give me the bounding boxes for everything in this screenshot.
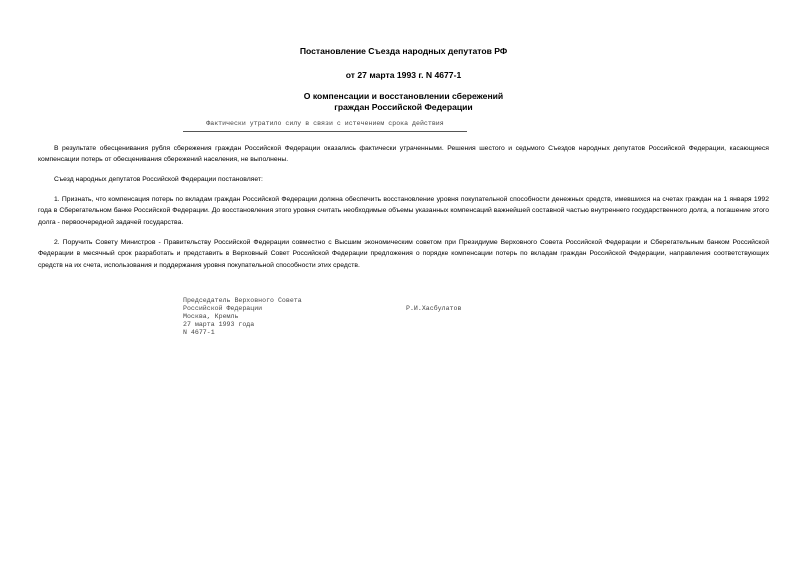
- document-date-number: от 27 марта 1993 г. N 4677-1: [345, 70, 462, 80]
- document-subject-line-1: О компенсации и восстановлении сбережений: [303, 91, 504, 101]
- paragraph-item-1: 1. Признать, что компенсация потерь по вкладам граждан Российской Федерации должна обеспечить восстановление уровня покупательной способности денежных средств, имевшихся на счетах граждан на 1 января 1992 года в Сберегательном банке Российской Федерации. До восстановления этого уровня считать необходимые объемы указанных компенсаций важнейшей составной частью внутреннего государственного долга, а погашение этого долга - первоочередной задачей государства.: [38, 196, 769, 226]
- document-subject-line-2: граждан Российской Федерации: [334, 102, 473, 112]
- paragraph-resolves: Съезд народных депутатов Российской Федерации постановляет:: [54, 176, 263, 183]
- document-title: Постановление Съезда народных депутатов РФ: [299, 46, 508, 56]
- signature-place: Москва, Кремль: [183, 313, 239, 320]
- signature-position-line-1: Председатель Верховного Совета: [183, 297, 302, 304]
- paragraph-preamble: В результате обесценивания рубля сбережения граждан Российской Федерации оказались фактически утраченными. Решения шестого и седьмого Съездов народных депутатов Российской Федерации, касающиеся компенсации потерь от обесценивания сбережений населения, не выполнены.: [38, 145, 769, 164]
- status-note: Фактически утратило силу в связи с истечением срока действия: [206, 120, 444, 127]
- paragraph-item-2: 2. Поручить Совету Министров - Правительству Российской Федерации совместно с Высшим экономическим советом при Президиуме Верховного Совета Российской Федерации и Сберегательным банком Российской Федерации в месячный срок разработать и представить в Верховный Совет Российской Федерации предложения о порядке компенсации потерь по вкладам граждан Российской Федерации, направления соответствующих средств на их счета, использования и поддержания уровня покупательной способности этих средств.: [38, 239, 769, 269]
- signature-name: Р.И.Хасбулатов: [406, 305, 462, 312]
- signature-position-line-2: Российской Федерации: [183, 305, 263, 312]
- signature-date: 27 марта 1993 года: [183, 321, 255, 328]
- status-note-divider: [183, 131, 467, 132]
- signature-number: N 4677-1: [183, 329, 215, 336]
